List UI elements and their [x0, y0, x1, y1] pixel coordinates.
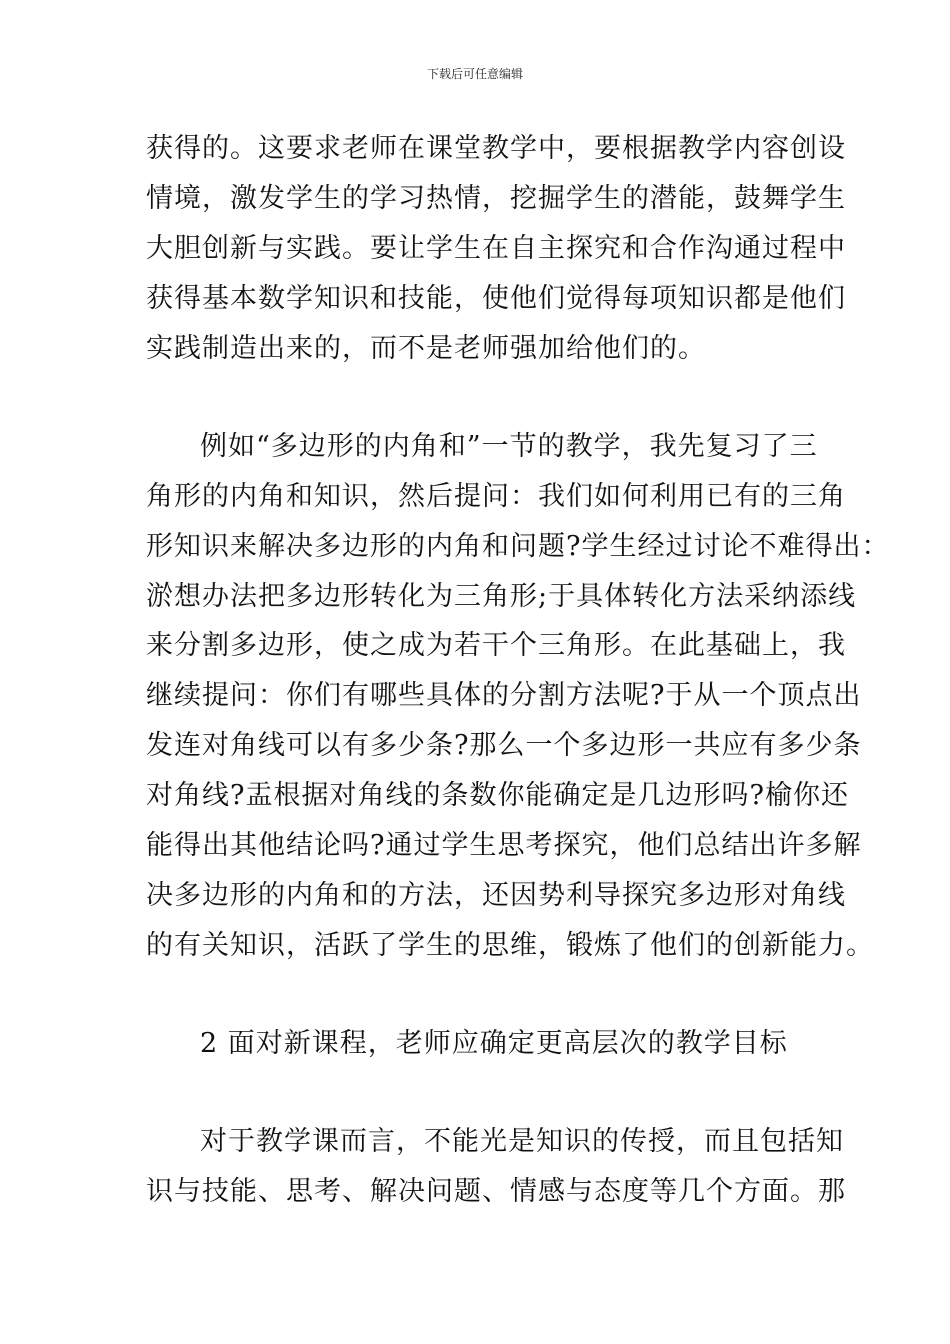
- paragraph-2-line-6: 继续提问：你们有哪些具体的分割方法呢?于从一个顶点出: [146, 680, 862, 711]
- paragraph-4-line-1: 对于教学课而言，不能光是知识的传授，而且包括知: [200, 1126, 844, 1157]
- page-header: 下载后可任意编辑: [426, 67, 523, 81]
- paragraph-2-line-3: 形知识来解决多边形的内角和问题?学生经过讨论不难得出：: [146, 531, 890, 562]
- paragraph-1-line-4: 获得基本数学知识和技能，使他们觉得每项知识都是他们: [146, 283, 846, 314]
- paragraph-4-line-2: 识与技能、思考、解决问题、情感与态度等几个方面。那: [146, 1176, 846, 1207]
- paragraph-2-line-8: 对角线?盂根据对角线的条数你能确定是几边形吗?榆你还: [146, 780, 849, 811]
- paragraph-1-line-3: 大胆创新与实践。要让学生在自主探究和合作沟通过程中: [146, 233, 846, 264]
- paragraph-2-line-5: 来分割多边形，使之成为若干个三角形。在此基础上，我: [146, 630, 846, 661]
- paragraph-1-line-5: 实践制造出来的，而不是老师强加给他们的。: [146, 333, 706, 364]
- paragraph-2-line-2: 角形的内角和知识，然后提问：我们如何利用已有的三角: [146, 481, 846, 512]
- paragraph-2-line-7: 发连对角线可以有多少条?那么一个多边形一共应有多少条: [146, 730, 862, 761]
- paragraph-2-line-1: 例如“多边形的内角和”一节的教学，我先复习了三: [200, 431, 818, 462]
- paragraph-2-line-10: 决多边形的内角和的方法，还因势利导探究多边形对角线: [146, 880, 846, 911]
- section-heading: 2 面对新课程，老师应确定更高层次的教学目标: [200, 1028, 788, 1059]
- paragraph-2-line-4: 淤想办法把多边形转化为三角形;于具体转化方法采纳添线: [146, 581, 857, 612]
- paragraph-1-line-2: 情境，激发学生的学习热情，挖掘学生的潜能，鼓舞学生: [146, 183, 846, 214]
- paragraph-2-line-11: 的有关知识，活跃了学生的思维，锻炼了他们的创新能力。: [146, 930, 874, 961]
- paragraph-1-line-1: 获得的。这要求老师在课堂教学中，要根据教学内容创设: [146, 133, 846, 164]
- paragraph-2-line-9: 能得出其他结论吗?通过学生思考探究，他们总结出许多解: [146, 830, 862, 861]
